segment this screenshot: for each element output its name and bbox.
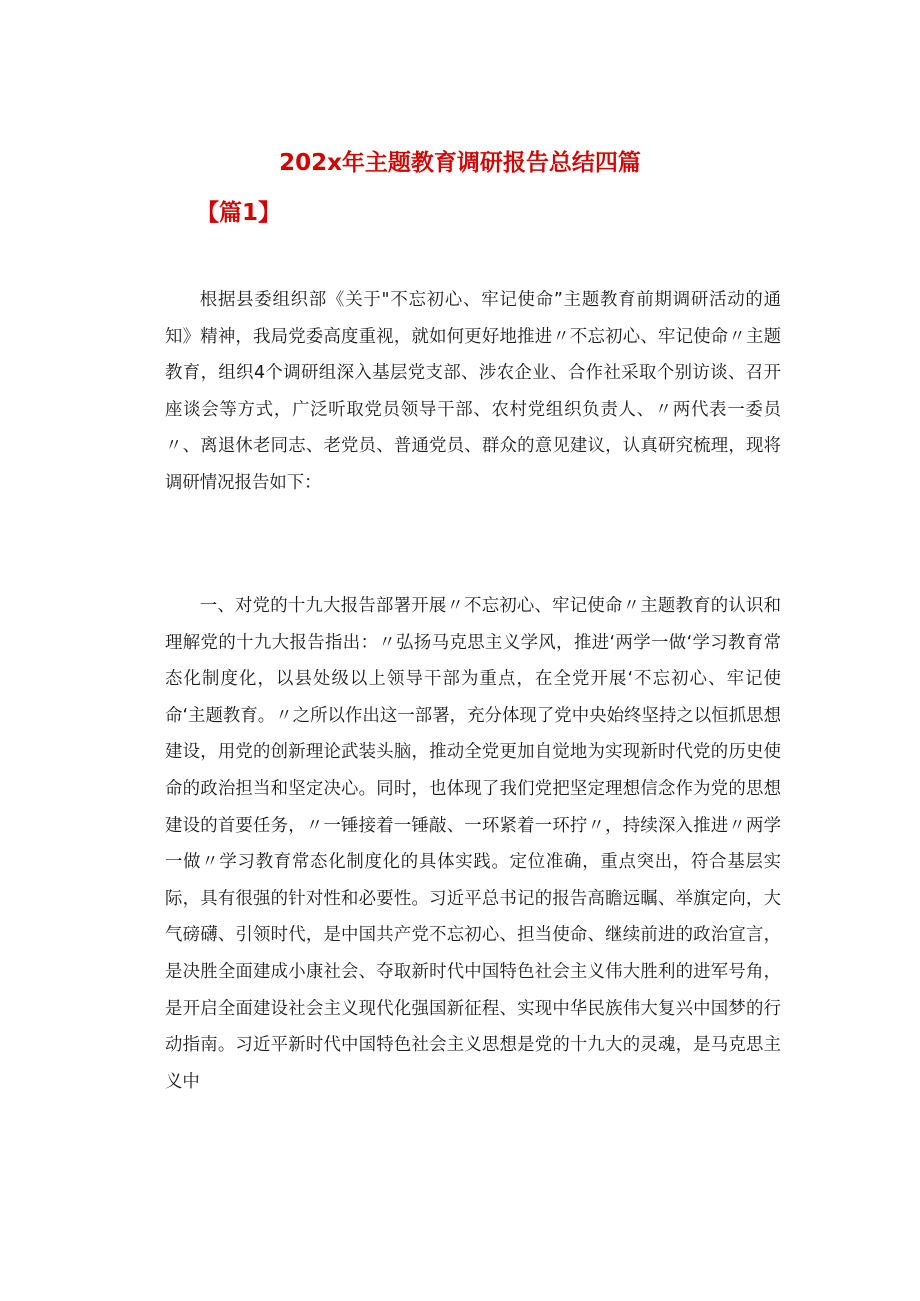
- body-paragraph-2: 一、对党的十九大报告部署开展〃不忘初心、牢记使命〃主题教育的认识和理解党的十九大报告指出：〃弘扬马克思主义学风，推进‘两学一做‘学习教育常态化制度化，以县处级以上领导干部为重点，在全党开展‘不忘初心、牢记使命‘主题教育。〃之所以作出这一部署，充分体现了党中央始终坚持之以恒抓思想建设，用党的创新理论武装头脑，推动全党更加自觉地为实现新时代党的历史使命的政治担当和坚定决心。同时，也体现了我们党把坚定理想信念作为党的思想建设的首要任务，〃一锤接着一锤敲、一环紧着一环拧〃，持续深入推进〃两学一做〃学习教育常态化制度化的具体实践。定位准确，重点突出，符合基层实际，具有很强的针对性和必要性。习近平总书记的报告高瞻远瞩、举旗定向，大气磅礴、引领时代，是中国共产党不忘初心、担当使命、继续前进的政治宣言，是决胜全面建成小康社会、夺取新时代中国特色社会主义伟大胜利的进军号角，是开启全面建设社会主义现代化强国新征程、实现中华民族伟大复兴中国梦的行动指南。习近平新时代中国特色社会主义思想是党的十九大的灵魂，是马克思主义中: [165, 596, 781, 1092]
- body-paragraph-1: 根据县委组织部《关于"不忘初心、牢记使命”主题教育前期调研活动的通知》精神，我局党委高度重视，就如何更好地推进〃不忘初心、牢记使命〃主题教育，组织4个调研组深入基层党支部、涉农企业、合作社采取个别访谈、召开座谈会等方式，广泛听取党员领导干部、农村党组织负责人、〃两代表一委员〃、离退休老同志、老党员、普通党员、群众的意见建议，认真研究梳理，现将调研情况报告如下：: [165, 290, 781, 493]
- section-heading: 【篇1】: [196, 200, 282, 226]
- document-title: 202x年主题教育调研报告总结四篇: [279, 150, 641, 176]
